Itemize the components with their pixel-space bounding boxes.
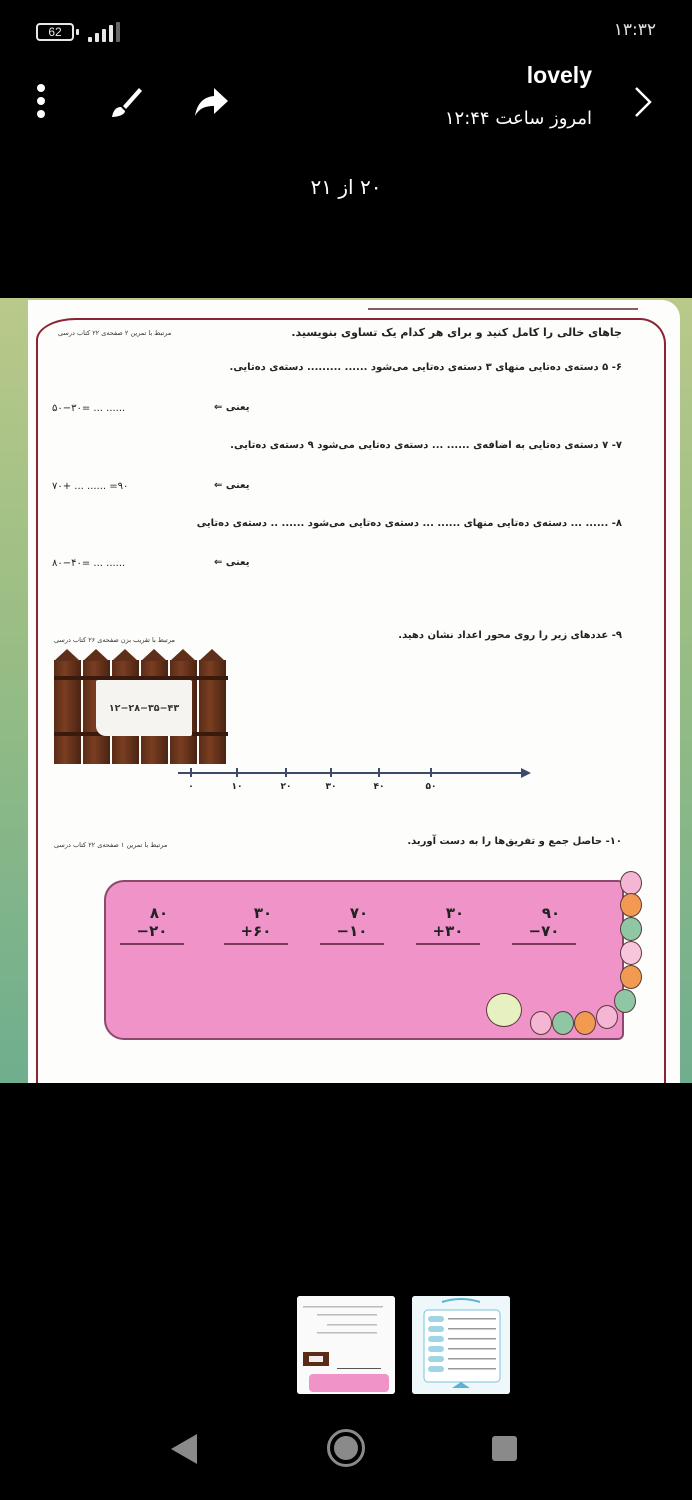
answer-line <box>224 943 288 945</box>
problem-bottom: +۳۰ <box>432 922 464 940</box>
forward-button[interactable] <box>192 84 232 120</box>
problem-top: ۸۰ <box>149 904 169 922</box>
share-icon <box>192 84 232 120</box>
tick-label: ۰ <box>188 782 194 792</box>
tick-label: ۵۰ <box>425 782 437 792</box>
problem-bottom: −۷۰ <box>528 922 560 940</box>
question-10: ۱۰- حاصل جمع و تفریق‌ها را به دست آورید. <box>407 836 622 847</box>
equation-8: ۸۰−۴۰= ... ...... <box>52 558 126 569</box>
answer-line <box>120 943 184 945</box>
question-6: ۶- ۵ دسته‌ی ده‌تایی منهای ۳ دسته‌ی ده‌تایی می‌شود ...... ......... دسته‌ی ده‌تایی. <box>229 362 622 373</box>
problem <box>320 904 384 945</box>
battery-icon: 62 <box>36 23 74 41</box>
reference-note: مرتبط با تمرین ۲ صفحه‌ی ۲۲ کتاب درسی <box>58 329 172 337</box>
nav-back-button[interactable] <box>171 1434 197 1464</box>
answer-line <box>320 943 384 945</box>
battery-tip <box>76 29 79 35</box>
problem-top: ۳۰ <box>445 904 465 922</box>
equation-7: ۷۰+ ... ...... =۹۰ <box>52 481 129 492</box>
more-options-button[interactable] <box>26 84 56 120</box>
reference-note: مرتبط با تقریب بزن صفحه‌ی ۲۶ کتاب درسی <box>54 636 175 644</box>
tick-label: ۴۰ <box>373 782 385 792</box>
problem-top: ۳۰ <box>253 904 273 922</box>
problem <box>120 904 184 945</box>
problem-bottom: +۶۰ <box>240 922 272 940</box>
page-counter: ۲۰ از ۲۱ <box>310 175 382 199</box>
more-vertical-icon-dot <box>37 97 45 105</box>
worksheet-thumbnail-icon <box>412 1296 510 1394</box>
fence-illustration <box>54 650 228 764</box>
app-bar <box>0 62 692 162</box>
instruction: جاهای خالی را کامل کنید و برای هر کدام یک تساوی بنویسید. <box>291 326 622 339</box>
number-line <box>178 770 538 800</box>
tick-label: ۳۰ <box>325 782 337 792</box>
brush-icon <box>105 82 145 122</box>
problem-top: ۷۰ <box>349 904 369 922</box>
arrow-icon <box>521 768 531 778</box>
yani-label: یعنی ⇐ <box>214 480 250 491</box>
thumbnail-page-20[interactable] <box>297 1296 395 1394</box>
more-vertical-icon-dot <box>37 110 45 118</box>
problem-top: ۹۰ <box>541 904 561 922</box>
equation-6: ۵۰−۳۰= ... ...... <box>52 403 126 414</box>
tick-label: ۱۰ <box>231 782 243 792</box>
question-8: ۸- ...... ... دسته‌ی ده‌تایی منهای ...... ... دسته‌ی ده‌تایی می‌شود ...... .. دسته‌ی ده‌تایی <box>196 518 622 529</box>
problem <box>224 904 288 945</box>
edit-brush-button[interactable] <box>105 82 145 122</box>
question-9: ۹- عددهای زیر را روی محور اعداد نشان دهید. <box>398 630 622 641</box>
signal-icon <box>88 22 120 42</box>
caterpillar-face <box>486 993 522 1027</box>
problem-bottom: −۲۰ <box>136 922 168 940</box>
chevron-right-icon <box>632 84 656 120</box>
question-7: ۷- ۷ دسته‌ی ده‌تایی به اضافه‌ی ...... ... دسته‌ی ده‌تایی می‌شود ۹ دسته‌ی ده‌تایی. <box>230 440 622 451</box>
worksheet-thumbnail-icon <box>297 1296 395 1394</box>
worksheet-page <box>28 300 680 1083</box>
clock: ۱۳:۳۲ <box>613 20 656 40</box>
nav-home-button[interactable] <box>327 1429 365 1467</box>
thumbnail-page-21[interactable] <box>412 1296 510 1394</box>
image-viewer[interactable] <box>0 298 692 1083</box>
number-line-axis <box>178 772 523 774</box>
caterpillar-illustration <box>438 865 648 1065</box>
chat-title: lovely <box>526 62 592 88</box>
nav-recents-button[interactable] <box>492 1436 517 1461</box>
fence-note: ۱۲−۲۸−۳۵−۴۳ <box>96 680 192 736</box>
back-button[interactable] <box>632 84 656 120</box>
yani-label: یعنی ⇐ <box>214 402 250 413</box>
chat-subtitle: امروز ساعت ۱۲:۴۴ <box>444 108 592 129</box>
yani-label: یعنی ⇐ <box>214 557 250 568</box>
status-bar <box>0 0 692 62</box>
reference-note: مرتبط با تمرین ۱ صفحه‌ی ۲۲ کتاب درسی <box>54 841 168 849</box>
tick-label: ۲۰ <box>280 782 292 792</box>
problem-bottom: −۱۰ <box>336 922 368 940</box>
divider <box>368 308 638 310</box>
more-vertical-icon <box>37 84 45 92</box>
